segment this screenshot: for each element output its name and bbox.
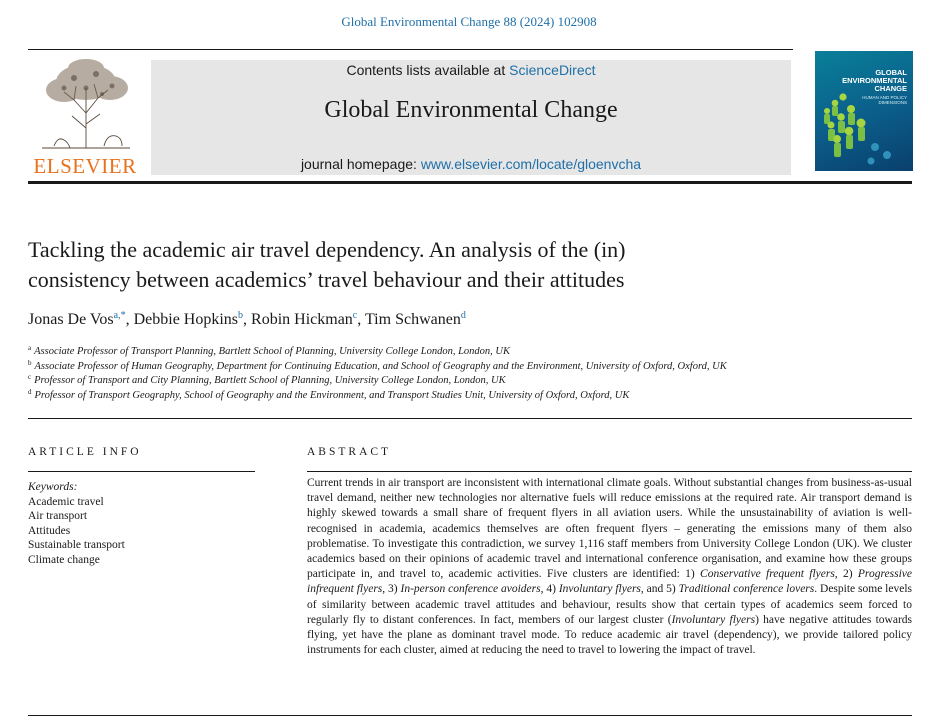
article-info-rule — [28, 471, 255, 472]
keyword: Sustainable transport — [28, 539, 125, 552]
author-affiliation-marker[interactable]: b — [238, 310, 244, 321]
homepage-line — [151, 156, 791, 172]
article-info-heading: ARTICLE INFO — [28, 446, 142, 458]
cluster-name: Progressive infrequent flyers — [307, 568, 912, 596]
journal-cover[interactable] — [815, 51, 913, 171]
affiliation-list — [28, 345, 908, 403]
abstract-part: Current trends in air transport are inconsistent with international climate goals. Without substantial changes from business-as-usual travel demand, neither new technologies nor alternative fuels will reduce emissions at the required rate. Air transport demand is highly skewed towards a small share of frequent flyers in all aviation users. While the unsustainability of aviation is well-recognised in academia, academics themselves are often frequent flyers – generating the emissions many of them also problematise. To investigate this contradiction, we survey 1,116 staff members from University College London (UK). We cluster academics based on their opinions of academic travel and international conference organisation, and examine how these groups participate in, and travel to, academic activities. Five clusters are identified: 1) — [307, 477, 912, 581]
affiliation-text: Professor of Transport and City Planning, Bartlett School of Planning, University College London, London, UK — [34, 375, 506, 386]
abstract-part: ) have negative attitudes towards flying, yet have the plane as dominant travel mode. To reduce academic air travel (dependency), we provide tailored policy instruments for each cluster, aimed at reducing the need to travel to lowering the impact of travel. — [307, 613, 913, 657]
homepage-link[interactable]: www.elsevier.com/locate/gloenvcha — [420, 156, 642, 172]
contents-line — [151, 62, 791, 78]
homepage-prefix: journal homepage: — [300, 156, 417, 172]
affiliation-marker: b — [28, 358, 32, 367]
keyword: Attitudes — [28, 524, 71, 537]
cluster-name: Involuntary flyers — [671, 613, 756, 626]
cluster-name: Traditional conference lovers — [678, 583, 815, 596]
affiliation-text: Associate Professor of Transport Planning, Bartlett School of Planning, University College London, London, UK — [34, 346, 511, 357]
abstract-part: , and 5) — [640, 583, 679, 596]
affiliation-text: Professor of Transport Geography, School of Geography and the Environment, and Transport Studies Unit, University of Oxford, Oxford, UK — [34, 389, 630, 401]
author-separator: , — [357, 311, 365, 328]
publisher-wordmark: ELSEVIER — [33, 154, 137, 178]
affiliation-marker: c — [28, 373, 32, 381]
elsevier-tree-icon — [34, 58, 138, 150]
header-bottom-rule — [28, 181, 912, 184]
affiliation — [28, 360, 908, 375]
elsevier-logo[interactable] — [28, 58, 142, 178]
section-divider — [28, 418, 912, 419]
cluster-name: Conservative frequent flyers — [700, 568, 835, 581]
affiliation-marker: d — [28, 387, 32, 396]
cover-subtitle: HUMAN AND POLICY DIMENSIONS — [862, 95, 907, 105]
affiliation — [28, 345, 908, 360]
author-affiliation-marker[interactable]: a,* — [113, 310, 126, 321]
abstract-part: , 3) — [382, 583, 401, 596]
author[interactable]: Tim Schwanen — [364, 311, 461, 328]
affiliation-marker: a — [28, 344, 32, 352]
header-top-rule — [28, 49, 793, 50]
abstract-text — [307, 476, 912, 658]
author-affiliation-marker[interactable]: d — [460, 310, 466, 321]
abstract-part: , 2) — [834, 568, 858, 581]
keyword: Academic travel — [28, 495, 104, 508]
sciencedirect-link[interactable]: ScienceDirect — [509, 62, 596, 78]
author[interactable]: Jonas De Vos — [28, 311, 114, 328]
affiliation — [28, 389, 908, 404]
author-list — [28, 311, 908, 329]
affiliation-text: Associate Professor of Human Geography, Department for Continuing Education, and School of Geography and the Environment, University of Oxford, Oxford, UK — [34, 360, 727, 372]
article-title — [28, 235, 908, 295]
affiliation — [28, 374, 908, 389]
abstract-heading: ABSTRACT — [307, 446, 392, 458]
abstract-part: , 4) — [540, 583, 559, 596]
keywords-label: Keywords: — [28, 481, 78, 493]
author[interactable]: Robin Hickman — [251, 311, 353, 328]
journal-citation[interactable]: Global Environmental Change 88 (2024) 102908 — [341, 14, 597, 29]
title-line-2: consistency between academics’ travel behaviour and their attitudes — [28, 267, 625, 292]
keyword: Air transport — [28, 510, 88, 523]
keyword: Climate change — [28, 553, 100, 566]
author[interactable]: Debbie Hopkins — [133, 311, 239, 328]
abstract-rule — [307, 471, 912, 472]
bottom-rule — [28, 715, 912, 716]
cluster-name: In-person conference avoiders — [400, 583, 541, 596]
author-affiliation-marker[interactable]: c — [352, 310, 358, 321]
author-separator: , — [125, 311, 134, 328]
cover-title: GLOBAL ENVIRONMENTAL CHANGE — [842, 68, 907, 93]
title-line-1: Tackling the academic air travel dependency. An analysis of the (in) — [28, 237, 626, 262]
author-separator: , — [243, 311, 252, 328]
abstract-part: . Despite some levels of similarity between academic travel attitudes and behaviour, results show that certain types of academics seem forced to regularly fly to distant conferences. In fact, members of our largest cluster ( — [307, 583, 913, 626]
keywords-list — [28, 480, 255, 568]
journal-name: Global Environmental Change — [324, 97, 618, 123]
cluster-name: Involuntary flyers — [558, 583, 641, 596]
contents-prefix: Contents lists available at — [346, 62, 506, 78]
